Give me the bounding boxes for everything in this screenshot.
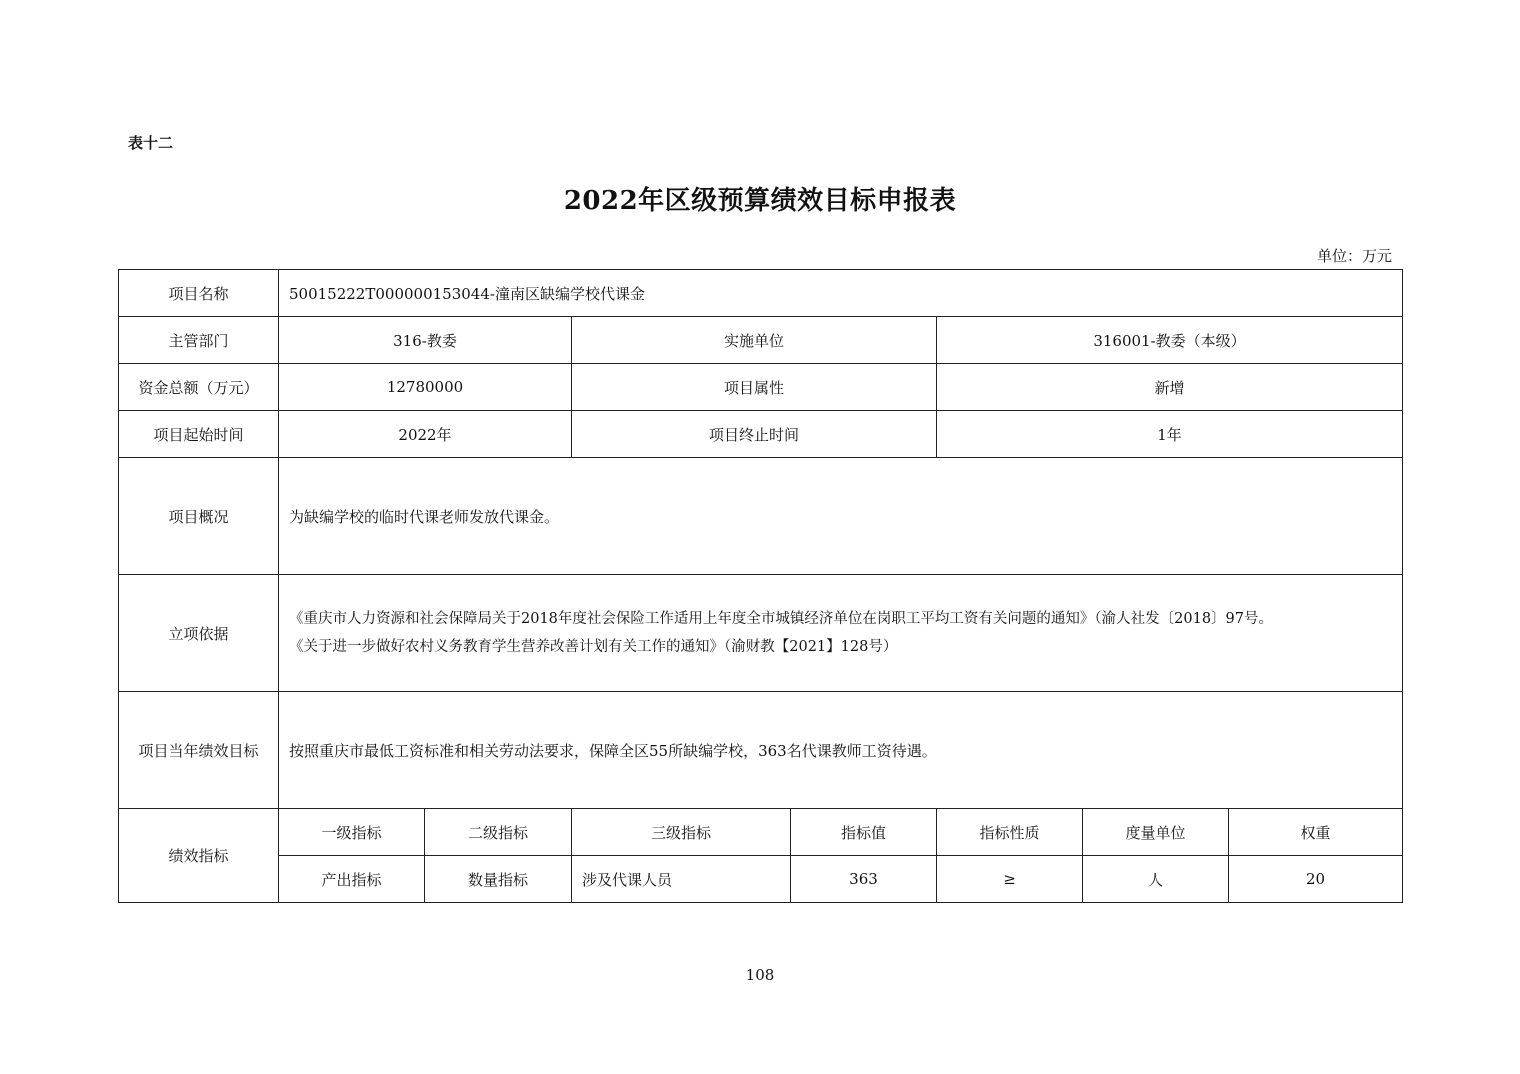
indicator-header-row [119,809,1403,856]
value-implementing-unit: 316001-教委（本级） [937,317,1403,364]
indicator-cell: 20 [1229,856,1403,903]
value-department: 316-教委 [279,317,572,364]
indicator-cell: 数量指标 [425,856,572,903]
row-department [119,317,1403,364]
row-annual-goal [119,692,1403,809]
indicator-header: 度量单位 [1083,809,1229,856]
indicator-cell: 363 [791,856,937,903]
page-title: 2022年区级预算绩效目标申报表 [563,186,957,216]
indicator-cell: 人 [1083,856,1229,903]
label-implementing-unit: 实施单位 [572,317,937,364]
indicator-header: 一级指标 [279,809,425,856]
label-basis: 立项依据 [119,575,279,692]
value-annual-goal: 按照重庆市最低工资标准和相关劳动法要求，保障全区55所缺编学校，363名代课教师工资待遇。 [279,692,1403,809]
label-project-attribute: 项目属性 [572,364,937,411]
row-overview [119,458,1403,575]
label-project-name: 项目名称 [119,270,279,317]
label-department: 主管部门 [119,317,279,364]
indicator-cell: 产出指标 [279,856,425,903]
basis-line-1: 《重庆市人力资源和社会保障局关于2018年度社会保险工作适用上年度全市城镇经济单位在岗职工平均工资有关问题的通知》（渝人社发〔2018〕97号。 [289,611,1273,627]
indicator-header: 指标性质 [937,809,1083,856]
label-overview: 项目概况 [119,458,279,575]
unit-label: 单位：万元 [1316,247,1392,265]
indicator-header: 权重 [1229,809,1403,856]
label-total-funds: 资金总额（万元） [119,364,279,411]
label-start-time: 项目起始时间 [119,411,279,458]
indicator-header: 指标值 [791,809,937,856]
row-funds [119,364,1403,411]
value-project-name: 50015222T000000153044-潼南区缺编学校代课金 [279,270,1403,317]
basis-line-2: 《关于进一步做好农村义务教育学生营养改善计划有关工作的通知》（渝财教【2021】128号） [289,639,898,655]
value-start-time: 2022年 [279,411,572,458]
label-annual-goal: 项目当年绩效目标 [119,692,279,809]
value-project-attribute: 新增 [937,364,1403,411]
table-number: 表十二 [128,134,174,152]
label-end-time: 项目终止时间 [572,411,937,458]
indicator-header: 二级指标 [425,809,572,856]
label-indicators: 绩效指标 [119,809,279,903]
indicator-cell: 涉及代课人员 [572,856,791,903]
row-basis [119,575,1403,692]
indicator-header: 三级指标 [572,809,791,856]
value-end-time: 1年 [937,411,1403,458]
performance-target-form [118,269,1403,903]
indicator-cell: ≥ [937,856,1083,903]
value-overview: 为缺编学校的临时代课老师发放代课金。 [279,458,1403,575]
page-number: 108 [745,966,775,984]
indicator-row [119,856,1403,903]
row-project-name [119,270,1403,317]
row-time [119,411,1403,458]
value-total-funds: 12780000 [279,364,572,411]
value-basis [279,575,1403,692]
